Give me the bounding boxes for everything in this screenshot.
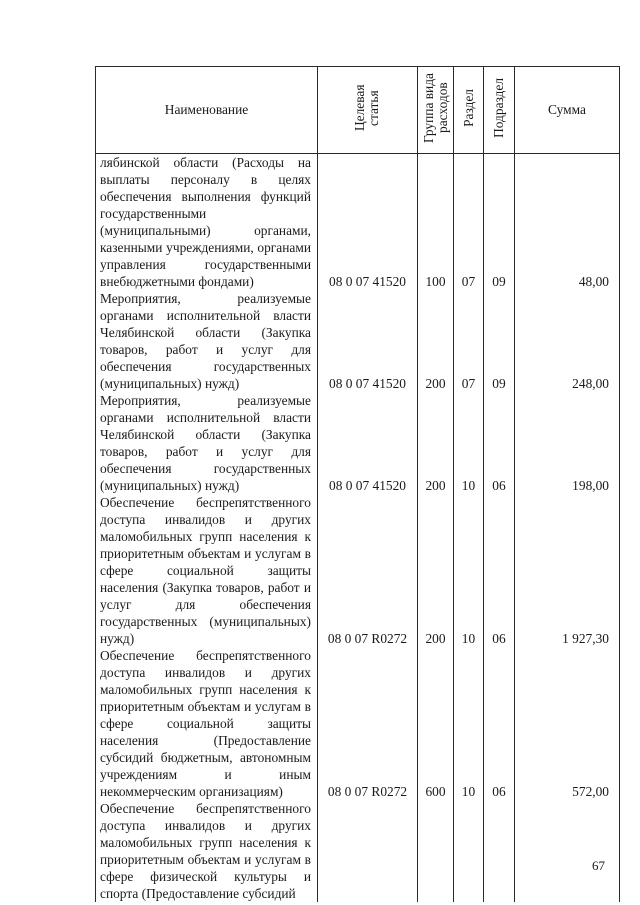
- row-section: 10: [454, 392, 484, 494]
- header-name: Наименование: [96, 67, 318, 154]
- row-amount: 48,00: [515, 154, 620, 291]
- row-section: 10: [454, 647, 484, 800]
- table-row: [96, 290, 620, 392]
- table-row: [96, 154, 620, 291]
- header-amount: Сумма: [515, 67, 620, 154]
- row-amount: 1 927,30: [515, 494, 620, 647]
- row-name: Мероприятия, реализуемые органами исполнительной власти Челябинской области (Закупка товаров, работ и услуг для обеспечения государственных (муниципальных) нужд): [96, 392, 318, 494]
- row-section: 10: [454, 494, 484, 647]
- row-section: [454, 800, 484, 902]
- row-amount: 572,00: [515, 647, 620, 800]
- header-target: Целевая статья: [318, 67, 418, 154]
- row-target: 08 0 07 R0272: [318, 494, 418, 647]
- table-row: [96, 647, 620, 800]
- row-section: 07: [454, 154, 484, 291]
- row-target: 08 0 07 41520: [318, 290, 418, 392]
- row-subsection: 09: [484, 290, 515, 392]
- row-group: 600: [418, 647, 454, 800]
- row-name: лябинской области (Расходы на выплаты персоналу в целях обеспечения выполнения функций государственными (муниципальными) органами, казенными учреждениями, органами управления государственными внебюджетными фондами): [96, 154, 318, 291]
- row-section: 07: [454, 290, 484, 392]
- row-name: Обеспечение беспрепятственного доступа инвалидов и других маломобильных групп населения к приоритетным объектам и услугам в сфере социальной защиты населения (Предоставление субсидий бюджетным, автономным учреждениям и иным некоммерческим организациям): [96, 647, 318, 800]
- row-name: Обеспечение беспрепятственного доступа инвалидов и других маломобильных групп населения к приоритетным объектам и услугам в сфере социальной защиты населения (Закупка товаров, работ и услуг для обеспечения государственных (муниципальных) нужд): [96, 494, 318, 647]
- row-subsection: 06: [484, 392, 515, 494]
- row-target: 08 0 07 41520: [318, 392, 418, 494]
- row-amount: [515, 800, 620, 902]
- row-target: 08 0 07 41520: [318, 154, 418, 291]
- row-group: 200: [418, 392, 454, 494]
- table-row: [96, 800, 620, 902]
- header-group: Группа вида расходов: [418, 67, 454, 154]
- header-subsection: Подраздел: [484, 67, 515, 154]
- row-group: 100: [418, 154, 454, 291]
- row-group: 200: [418, 290, 454, 392]
- row-name: Мероприятия, реализуемые органами исполнительной власти Челябинской области (Закупка товаров, работ и услуг для обеспечения государственных (муниципальных) нужд): [96, 290, 318, 392]
- row-subsection: 06: [484, 494, 515, 647]
- row-amount: 248,00: [515, 290, 620, 392]
- table-row: [96, 494, 620, 647]
- row-name: Обеспечение беспрепятственного доступа инвалидов и других маломобильных групп населения к приоритетным объектам и услугам в сфере физической культуры и спорта (Предоставление субсидий: [96, 800, 318, 902]
- row-subsection: [484, 800, 515, 902]
- header-section: Раздел: [454, 67, 484, 154]
- budget-table: [95, 66, 620, 902]
- table-header-row: [96, 67, 620, 154]
- row-target: [318, 800, 418, 902]
- page-number: 67: [592, 858, 605, 873]
- row-amount: 198,00: [515, 392, 620, 494]
- table-row: [96, 392, 620, 494]
- row-subsection: 06: [484, 647, 515, 800]
- row-subsection: 09: [484, 154, 515, 291]
- row-target: 08 0 07 R0272: [318, 647, 418, 800]
- row-group: 200: [418, 494, 454, 647]
- row-group: [418, 800, 454, 902]
